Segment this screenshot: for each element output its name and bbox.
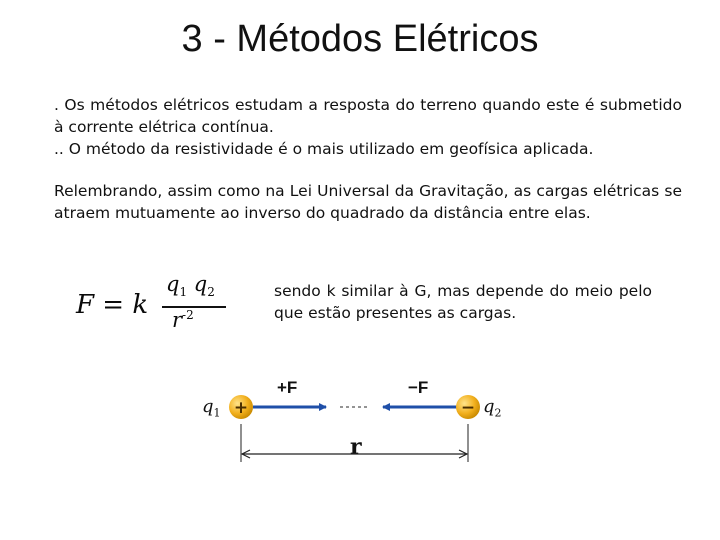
formula-q1: q	[166, 272, 180, 296]
charge2-label: $q_2$	[483, 396, 502, 420]
formula-r: r	[172, 308, 183, 332]
charge1-sign: +	[233, 398, 249, 418]
coulomb-paragraph	[54, 180, 682, 224]
formula-q2-sub: 2	[207, 285, 215, 300]
charge2-sign: −	[460, 398, 476, 418]
coulomb-text: Relembrando, assim como na Lei Universal da Gravitação, as cargas elétricas se atraem mutuamente ao inverso do quadrado da distância entre elas.	[54, 182, 682, 222]
intro-line-1: . Os métodos elétricos estudam a resposta do terreno quando este é submetido à corrente elétrica contínua.	[54, 96, 682, 136]
formula-q2: q	[193, 272, 208, 296]
formula-denominator	[172, 308, 194, 332]
force2-label: −F	[408, 378, 429, 397]
formula-numerator	[166, 272, 215, 299]
charges-diagram-svg	[195, 368, 515, 473]
k-note: sendo k similar à G, mas depende do meio pelo que estão presentes as cargas.	[274, 282, 652, 322]
charge2-ball	[456, 395, 480, 419]
charge1-ball	[229, 395, 253, 419]
formula-lhs: F = k	[76, 290, 149, 320]
force1-label: +F	[277, 378, 298, 397]
charges-diagram	[195, 368, 515, 473]
formula-q1-sub: 1	[179, 285, 188, 300]
formula-exponent: -2	[182, 308, 194, 322]
distance-label: r	[350, 434, 362, 460]
page-title: 3 - Métodos Elétricos	[181, 18, 539, 60]
intro-line-2: .. O método da resistividade é o mais utilizado em geofísica aplicada.	[54, 140, 594, 158]
charge1-label: $q_1$	[202, 396, 221, 420]
coulomb-formula	[76, 270, 246, 340]
intro-paragraph	[54, 94, 682, 160]
